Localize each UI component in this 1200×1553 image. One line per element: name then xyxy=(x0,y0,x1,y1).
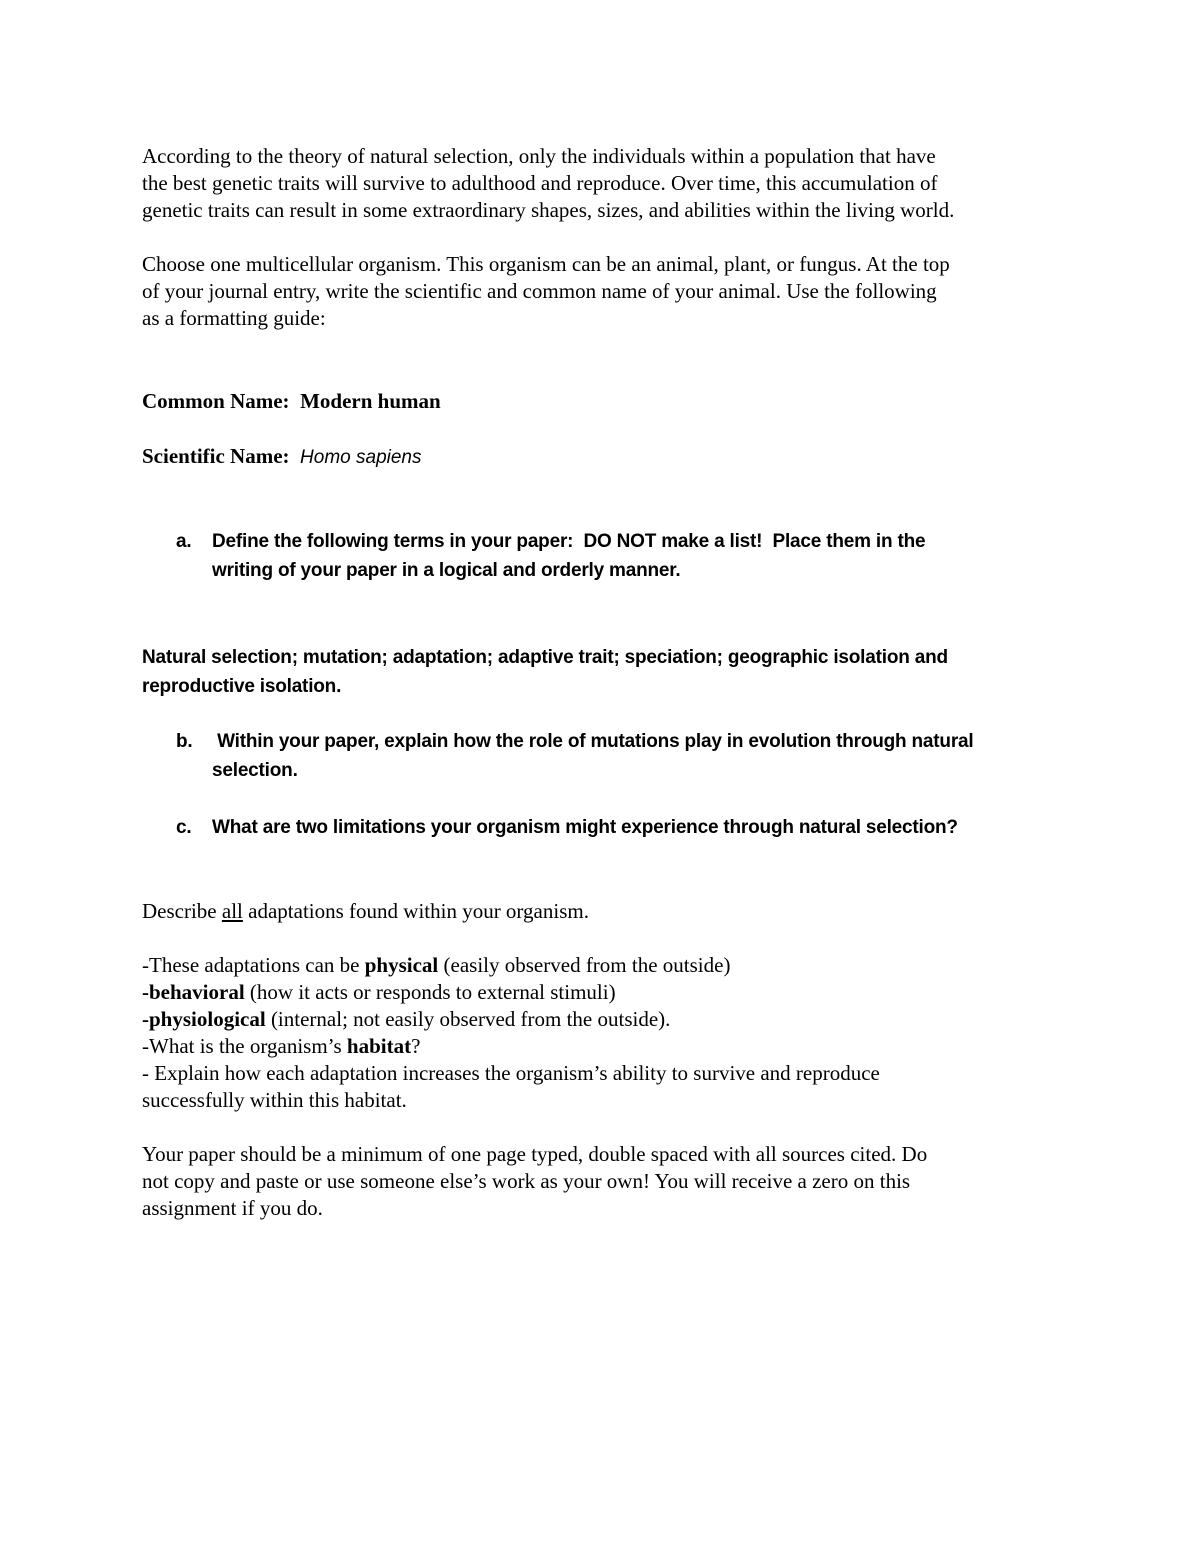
instruction-item-b xyxy=(176,728,1076,788)
scientific-name-value: Homo sapiens xyxy=(300,447,422,468)
item-text xyxy=(212,814,958,843)
behavioral-term: -behavioral xyxy=(142,980,245,1004)
common-name-value: Modern human xyxy=(300,389,441,413)
choose-line: of your journal entry, write the scientific and common name of your animal. Use the following xyxy=(142,279,937,303)
terms-line: reproductive isolation. xyxy=(142,675,342,697)
scientific-name-label: Scientific Name: xyxy=(142,444,290,468)
physical-pre: -These adaptations can be xyxy=(142,953,365,977)
instruction-item-a xyxy=(176,528,1076,588)
intro-line: genetic traits can result in some extraordinary shapes, sizes, and abilities within the living world. xyxy=(142,198,955,222)
terms-line: Natural selection; mutation; adaptation; adaptive trait; speciation; geographic isolation and xyxy=(142,647,948,668)
item-text xyxy=(212,728,973,785)
item-marker: a. xyxy=(176,531,192,552)
item-a-line2: writing of your paper in a logical and orderly manner. xyxy=(212,559,681,581)
item-a-text-part3: Place them in the xyxy=(762,531,926,552)
explain-line: - Explain how each adaptation increases the organism’s ability to survive and reproduce xyxy=(142,1061,880,1085)
describe-post: adaptations found within your organism. xyxy=(242,899,589,923)
physiological-post: (internal; not easily observed from the outside). xyxy=(265,1007,671,1031)
closing-line: assignment if you do. xyxy=(142,1196,323,1220)
physical-post: (easily observed from the outside) xyxy=(438,953,731,977)
common-name-label: Common Name: xyxy=(142,389,290,413)
describe-underlined: all xyxy=(221,899,243,923)
behavioral-post: (how it acts or responds to external stimuli) xyxy=(244,980,616,1004)
item-b-line2: selection. xyxy=(212,759,298,781)
scientific-name-example xyxy=(142,443,1072,471)
choose-line: Choose one multicellular organism. This organism can be an animal, plant, or fungus. At the top xyxy=(142,252,950,276)
item-c-line1: What are two limitations your organism might experience through natural selection? xyxy=(212,817,958,838)
instruction-item-c xyxy=(176,814,1076,844)
explain-line: successfully within this habitat. xyxy=(142,1088,407,1112)
closing-line: not copy and paste or use someone else’s work as your own! You will receive a zero on this xyxy=(142,1169,911,1193)
describe-pre: Describe xyxy=(142,899,222,923)
terms-paragraph xyxy=(142,644,1072,701)
item-a-emphasis: DO NOT make a list! xyxy=(583,531,763,552)
intro-line: the best genetic traits will survive to adulthood and reproduce. Over time, this accumulation of xyxy=(142,171,938,195)
common-name-example xyxy=(142,388,1072,415)
physiological-term: -physiological xyxy=(142,1007,266,1031)
adaptations-paragraph xyxy=(142,952,1072,1114)
habitat-pre: -What is the organism’s xyxy=(142,1034,347,1058)
item-b-line1: Within your paper, explain how the role of mutations play in evolution through natural xyxy=(212,731,974,752)
habitat-term: habitat xyxy=(346,1034,412,1058)
item-text xyxy=(212,528,925,585)
intro-line: According to the theory of natural selection, only the individuals within a population that have xyxy=(142,144,936,168)
item-marker: c. xyxy=(176,817,192,838)
item-a-text-part1: Define the following terms in your paper: xyxy=(212,531,584,552)
describe-paragraph xyxy=(142,898,1072,925)
item-marker: b. xyxy=(176,731,193,752)
habitat-post: ? xyxy=(411,1034,421,1058)
intro-paragraph xyxy=(142,143,1072,224)
choose-line: as a formatting guide: xyxy=(142,306,326,330)
physical-term: physical xyxy=(364,953,439,977)
choose-paragraph xyxy=(142,251,1072,332)
closing-paragraph xyxy=(142,1141,1072,1222)
closing-line: Your paper should be a minimum of one page typed, double spaced with all sources cited. Do xyxy=(142,1142,928,1166)
